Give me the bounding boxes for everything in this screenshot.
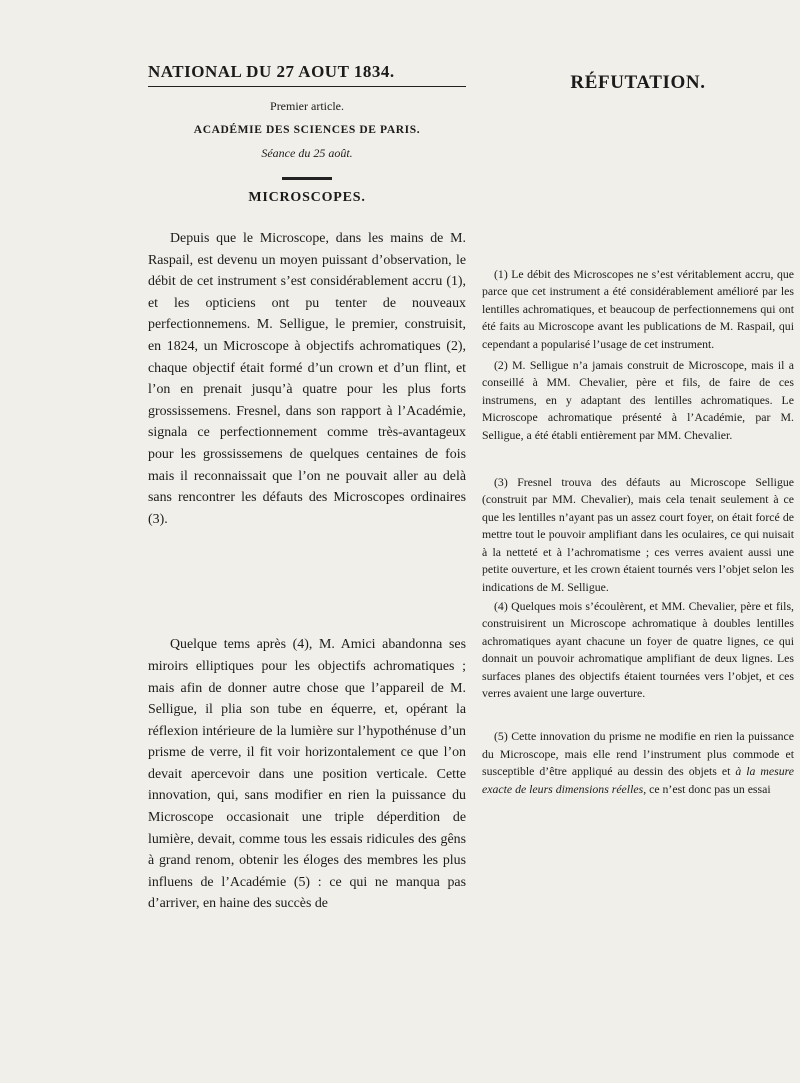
footnote-5-start: (5) Cette innovation du prisme ne modifie en rien la puissance du Microscope, mais elle rend l’instrument plus commode et susceptible d’être appliqué au dessin des objets et bbox=[482, 729, 794, 779]
article-paragraph-2: Quelque tems après (4), M. Amici abandonna ses miroirs elliptiques pour les objectifs achromatiques ; mais afin de donner autre chose que l’appareil de M. Selligue, il plia son tube en équerre, et, opérant la réflexion intérieure de la lumière sur l’hypothénuse d’un prisme de verre, il fit voir horizontalement ce que l’on devait apercevoir dans une position verticale. Cette innovation, qui, sans modifier en rien la puissance du Microscope occasionait une triple déperdition de lumière, devait, comme tous les essais ridicules des gêns à grand renom, obtenir les éloges des membres les plus influens de l’Académie (5) : ce qui ne manqua pas d’arriver, en haine des succès de bbox=[148, 637, 466, 912]
premier-article-label: Premier article. bbox=[270, 99, 344, 113]
section-title: MICROSCOPES. bbox=[248, 190, 366, 205]
masthead: NATIONAL DU 27 AOUT 1834. bbox=[148, 62, 466, 87]
footnote-5-italic: à la mesure exacte de leurs dimensions réelles bbox=[482, 764, 795, 796]
divider-rule bbox=[282, 177, 332, 180]
refutation-title: RÉFUTATION. bbox=[570, 72, 706, 93]
footnote-5 bbox=[482, 728, 794, 798]
right-column bbox=[482, 62, 794, 798]
footnote-2: (2) M. Selligue n’a jamais construit de Microscope, mais il a conseillé à MM. Chevalier, père et fils, de faire de ces instrumens, en y adaptant des lentilles achromatiques. Le Microscope achromatique présenté à l’Académie, par M. Selligue, a été établi entièrement par MM. Chevalier. bbox=[482, 358, 794, 442]
seance-date: Séance du 25 août. bbox=[261, 146, 353, 160]
footnote-5-end: , ce n’est donc pas un essai bbox=[643, 781, 771, 796]
article-paragraph-1: Depuis que le Microscope, dans les mains de M. Raspail, est devenu un moyen puissant d’observation, le débit de cet instrument s’est considérablement accru (1), et les opticiens ont pu tenter de nouveaux perfectionnemens. M. Selligue, le premier, construisit, en 1824, un Microscope à objectifs achromatiques (2), chaque objectif était formé d’un crown et d’un flint, et l’on en prenait jusqu’à quatre pour les plus forts grossissemens. Fresnel, dans son rapport à l’Académie, signala ce perfectionnement comme très-avantageux pour les grossissemens de quelques centaines de fois mais il reconnaissait que l’on ne pouvait aller au delà sans rencontrer les défauts des Microscopes ordinaires (3). bbox=[148, 231, 466, 527]
footnote-1: (1) Le débit des Microscopes ne s’est véritablement accru, que parce que cet instrument a été considérablement amélioré par les lentilles achromatiques, et beaucoup de perfectionnemens qui ont été faits au Microscope avant les publications de M. Raspail, qui cependant a popularisé l’usage de cet instrument. bbox=[482, 267, 794, 351]
footnote-3: (3) Fresnel trouva des défauts au Microscope Selligue (construit par MM. Chevalier), mais cela tenait seulement à ce que les lentilles n’ayant pas un assez court foyer, on était forcé de mettre tout le pouvoir amplifiant dans les oculaires, ce qui nuisait à la netteté et à l’achromatisme ; ces verres avaient aussi une petite ouverture, et les crown étaient tournés vers l’objet selon les indications de M. Selligue. bbox=[482, 475, 794, 594]
academie-heading: ACADÉMIE DES SCIENCES DE PARIS. bbox=[193, 124, 421, 136]
left-column bbox=[148, 62, 466, 915]
footnote-4: (4) Quelques mois s’écoulèrent, et MM. Chevalier, père et fils, construisirent un Microscope achromatique à doubles lentilles achromatiques ayant chacune un foyer de quatre lignes, ce qui donnait un pouvoir achromatique amplifiant de deux lignes. Les surfaces planes des objectifs étaient tournées vers l’objet, et ces verres avaient une large ouverture. bbox=[482, 598, 794, 700]
